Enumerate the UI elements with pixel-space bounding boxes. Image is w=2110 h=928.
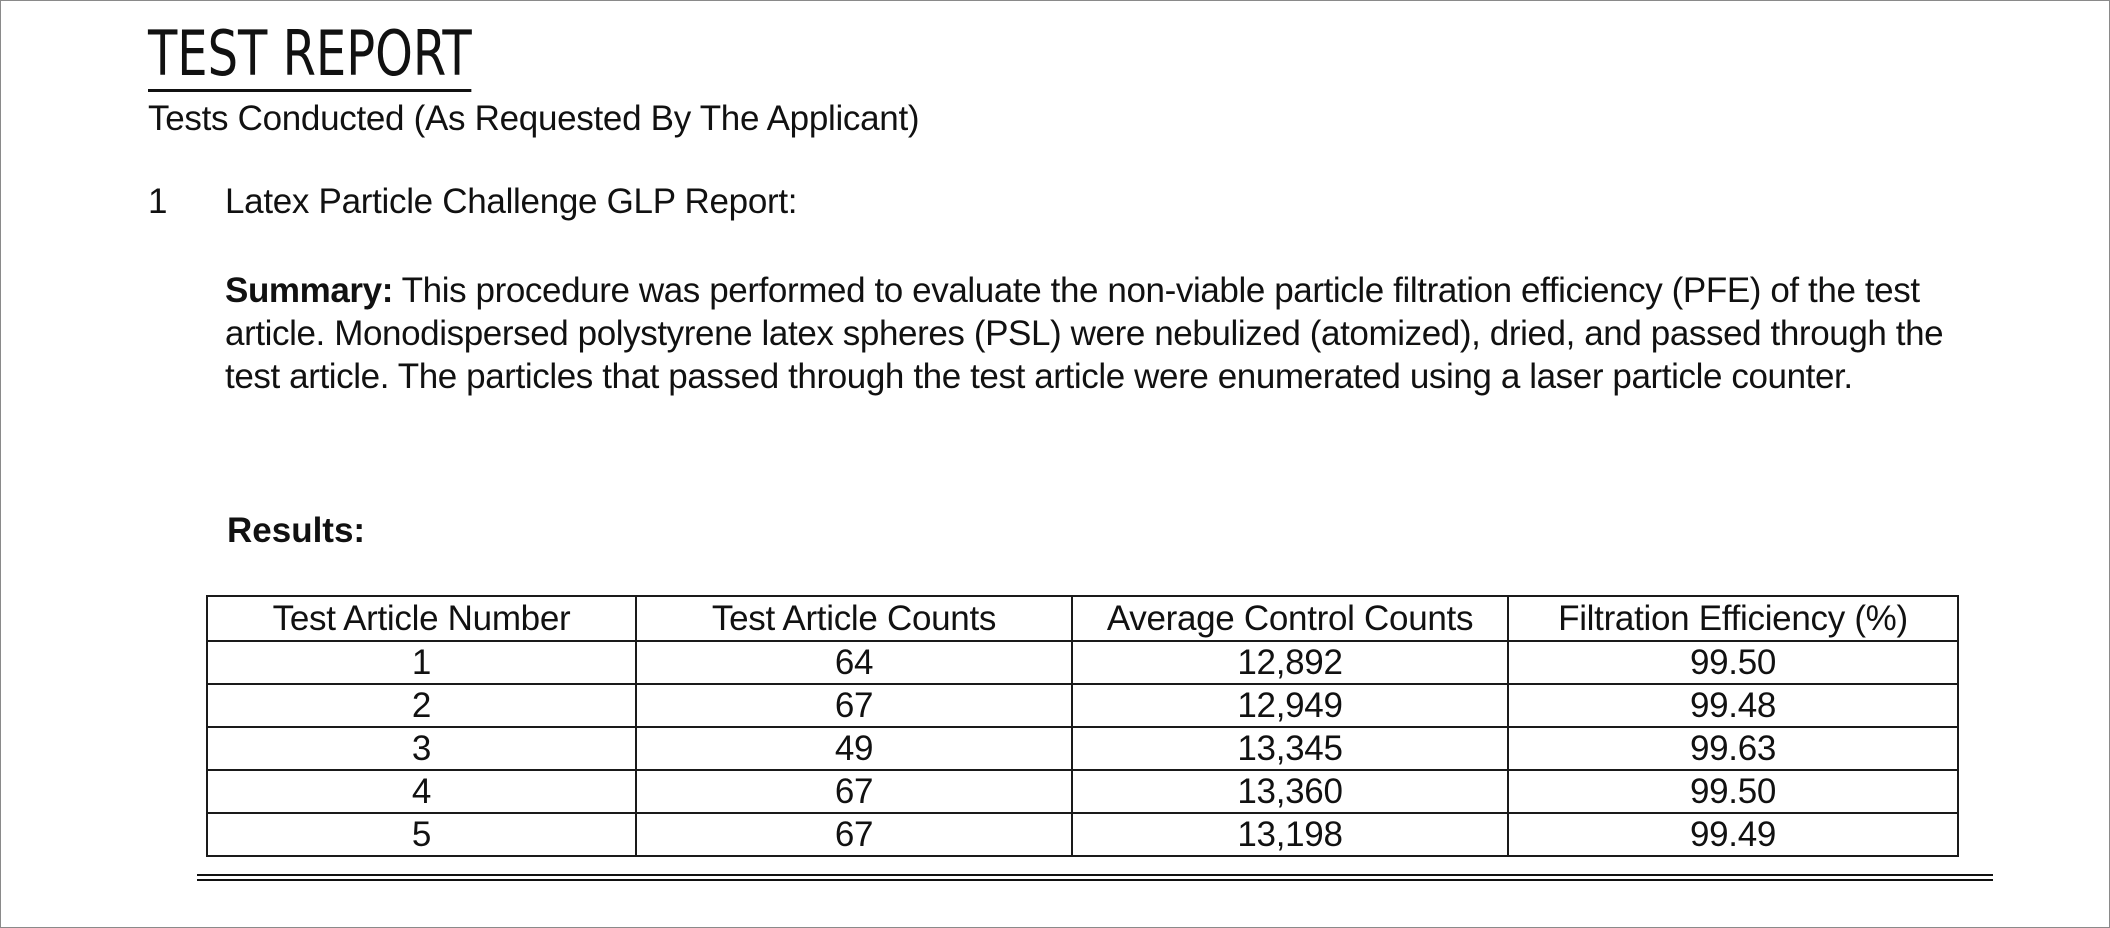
summary-text: This procedure was performed to evaluate the non-viable particle filtration efficiency (PFE) of the test article. Monodispersed polystyrene latex spheres (PSL) were nebulized (atomized), dried, and passed through the test article. The particles that passed through the test article were enumerated using a laser particle counter.: [225, 271, 1944, 396]
double-rule-divider: [197, 874, 1993, 881]
results-table: [206, 595, 1959, 857]
table-cell-control-counts: 13,345: [1072, 727, 1508, 770]
table-cell-article-counts: 67: [636, 813, 1072, 856]
table-row: [207, 727, 1958, 770]
table-cell-filtration-efficiency: 99.50: [1508, 770, 1958, 813]
table-row: [207, 684, 1958, 727]
table-row: [207, 641, 1958, 684]
table-cell-article-number: 2: [207, 684, 636, 727]
table-cell-filtration-efficiency: 99.50: [1508, 641, 1958, 684]
table-cell-control-counts: 12,949: [1072, 684, 1508, 727]
table-row: [207, 770, 1958, 813]
table-cell-article-number: 4: [207, 770, 636, 813]
results-label: Results:: [227, 511, 366, 550]
section-title: Latex Particle Challenge GLP Report:: [225, 182, 798, 221]
table-cell-article-counts: 67: [636, 770, 1072, 813]
table-cell-filtration-efficiency: 99.63: [1508, 727, 1958, 770]
table-row: [207, 813, 1958, 856]
summary-paragraph: [225, 269, 1985, 398]
table-cell-article-counts: 64: [636, 641, 1072, 684]
table-cell-filtration-efficiency: 99.49: [1508, 813, 1958, 856]
summary-label: Summary:: [225, 271, 393, 310]
table-cell-article-number: 1: [207, 641, 636, 684]
section-number: 1: [148, 182, 168, 221]
table-cell-article-number: 5: [207, 813, 636, 856]
report-title: TEST REPORT: [148, 17, 472, 90]
table-cell-article-counts: 67: [636, 684, 1072, 727]
column-header-test-article-number: Test Article Number: [207, 596, 636, 641]
column-header-filtration-efficiency: Filtration Efficiency (%): [1508, 596, 1958, 641]
column-header-average-control-counts: Average Control Counts: [1072, 596, 1508, 641]
column-header-test-article-counts: Test Article Counts: [636, 596, 1072, 641]
table-cell-control-counts: 12,892: [1072, 641, 1508, 684]
table-cell-article-number: 3: [207, 727, 636, 770]
table-cell-control-counts: 13,198: [1072, 813, 1508, 856]
table-cell-article-counts: 49: [636, 727, 1072, 770]
table-header-row: [207, 596, 1958, 641]
report-subtitle: Tests Conducted (As Requested By The Applicant): [148, 99, 920, 138]
table-cell-control-counts: 13,360: [1072, 770, 1508, 813]
table-cell-filtration-efficiency: 99.48: [1508, 684, 1958, 727]
